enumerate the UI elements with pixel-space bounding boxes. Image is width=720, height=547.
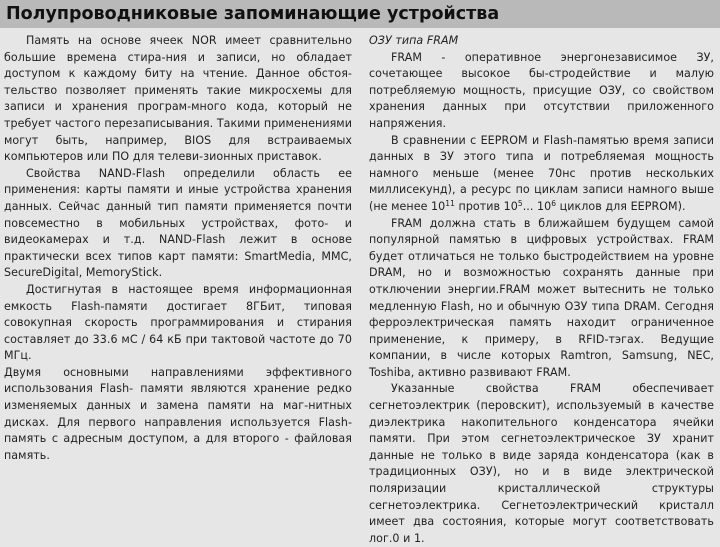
comparison-text-start: В сравнении с EEPROM и Flash-памятью время записи данных в ЗУ этого типа и потребляемая мощность намного меньше (менее 70нс против нескольких миллисекунд), а ресурс по циклам записи намного выше (не менее 10	[369, 133, 714, 213]
paragraph-nor-memory: Память на основе ячеек NOR имеет сравнительно большие времена стира-ния и записи, но обладает доступом к каждому биту на чтение. Данное обстоя-тельство позволяет применять такие микросхемы для записи и хранения програм-много кода, который не требует частого перезаписывания. Такими применениями могут быть, например, BIOS для встраиваемых компьютеров или ПО для телеви-зионных приставок.	[4, 34, 352, 164]
paragraph-flash-usage: Двумя основными направлениями эффективного использования Flash- памяти являются хранение редко изменяемых данных и замена памяти на маг-нитных дисках. Для первого направления используется Flash-память с адресным доступом, а для второго - файловая память.	[4, 365, 352, 462]
paragraph-fram-definition: FRAM - оперативное энергонезависимое ЗУ, сочетающее высокое бы-стродействие и малую потребляемую мощность, присущие ОЗУ, со свойством хранения данных при отсутствии приложенного напряжения.	[369, 50, 714, 130]
right-column	[369, 33, 714, 547]
page-title: Полупроводниковые запоминающие устройства	[6, 4, 500, 24]
title-bar	[0, 0, 720, 28]
comparison-text-mid2: ... 10	[522, 199, 552, 213]
paragraph-fram-future: FRAM должна стать в ближайшем будущем самой популярной памятью в цифровых устройствах. FRAM будет отличаться не только быстродействием на уровне DRAM, но и возможностью сохранять данные при отключении энергии.FRAM может вытеснить не только медленную Flash, но и обычную ОЗУ типа DRAM. Сегодня ферроэлектрическая память находит ограниченное применение, к примеру, в RFID-тэгах. Ведущие компании, в числе которых Ramtron, Samsung, NEC, Toshiba, активно развивают FRAM.	[369, 216, 714, 379]
exponent-6: 6	[551, 198, 557, 208]
comparison-text-end: циклов для EEPROM).	[556, 199, 686, 213]
paragraph-flash-capacity: Достигнутая в настоящее время информационная емкость Flash-памяти достигает 8ГБит, типовая совокупная скорость программирования и стирания составляет до 33.6 мС / 64 кБ при тактовой частоте до 70 МГц.	[4, 282, 352, 363]
section-heading-fram: ОЗУ типа FRAM	[369, 34, 459, 47]
exponent-11: 11	[445, 198, 455, 208]
exponent-5: 5	[517, 198, 523, 208]
paragraph-nand-flash: Свойства NAND-Flash определили область ее применения: карты памяти и иные устройства хранения данных. Сейчас данный тип памяти применяется почти повсеместно в мобильных устройствах, фото- и видеокамерах и т.д. NAND-Flash лежит в основе практически всех типов карт памяти: SmartMedia, MMC, SecureDigital, MemoryStick.	[4, 166, 352, 280]
left-column	[4, 33, 352, 464]
paragraph-fram-ferroelectric: Указанные свойства FRAM обеспечивает сегнетоэлектрик (перовскит), используемый в качестве диэлектрика накопительного конденсатора ячейки памяти. При этом сегнетоэлектрическое ЗУ хранит данные не только в виде заряда конденсатора (как в традиционных ОЗУ), но и в виде электрической поляризации кристаллической структуры сегнетоэлектрика. Сегнетоэлектрический кристалл имеет два состояния, которые могут соответствовать лог.0 и 1.	[369, 382, 714, 545]
paragraph-fram-comparison	[369, 133, 714, 216]
comparison-text-mid1: против 10	[454, 199, 518, 213]
